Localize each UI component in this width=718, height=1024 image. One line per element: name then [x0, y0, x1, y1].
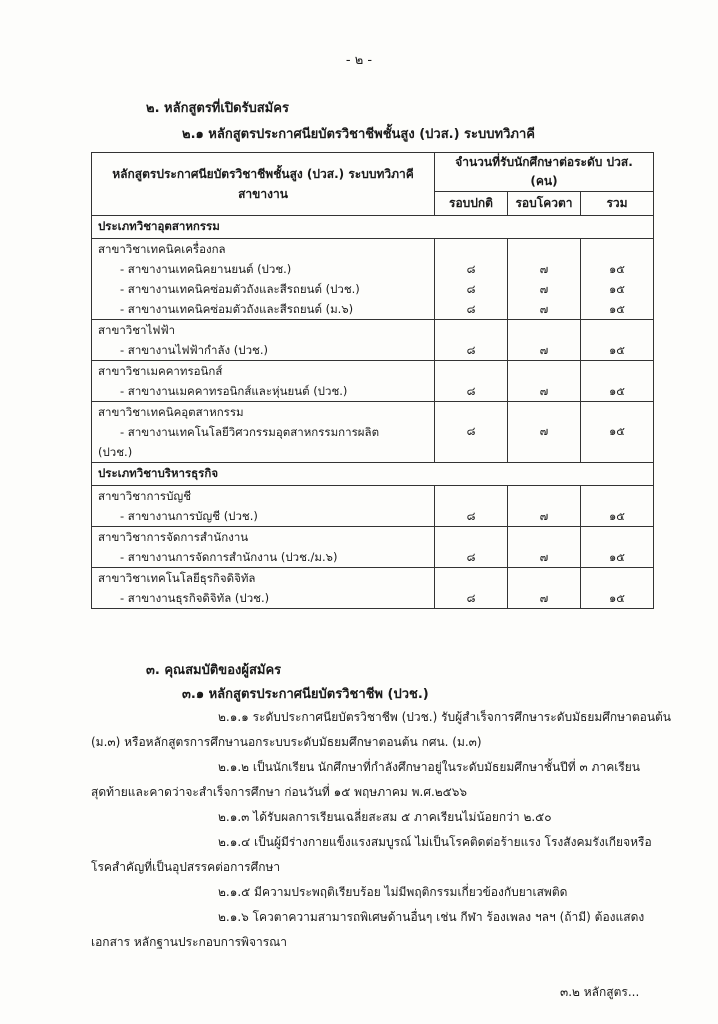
- paragraph-2-1-5: ๒.๑.๕ มีความประพฤติเรียบร้อย ไม่มีพฤติกรรมเกี่ยวข้องกับยาเสพติด: [218, 885, 568, 899]
- continuation-marker: ๓.๒ หลักสูตร...: [560, 985, 640, 999]
- paragraph-2-1-3: ๒.๑.๓ ได้รับผลการเรียนเฉลี่ยสะสม ๕ ภาคเรียนไม่น้อยกว่า ๒.๕๐: [218, 810, 552, 824]
- page-number: - ๒ -: [345, 53, 373, 68]
- table-header-program: หลักสูตรประกาศนียบัตรวิชาชีพชั้นสูง (ปวส.) ระบบทวิภาคี สาขางาน: [92, 153, 435, 216]
- paragraph-2-1-4: ๒.๑.๔ เป็นผู้มีร่างกายแข็งแรงสมบูรณ์ ไม่เป็นโรคติดต่อร้ายแรง โรงสังคมรังเกียจหรือ: [218, 835, 652, 849]
- paragraph-2-1-1-cont: (ม.๓) หรือหลักสูตรการศึกษานอกระบบระดับมัธยมศึกษาตอนต้น กศน. (ม.๓): [91, 735, 482, 749]
- admission-table: หลักสูตรประกาศนียบัตรวิชาชีพชั้นสูง (ปวส.) ระบบทวิภาคี สาขางาน จำนวนที่รับนักศึกษาต่อระดับ ปวส. (คน) รอบปกติ รอบโควตา รวม ประเภทวิชาอุตสาหกรรม สาขาวิชาเทคนิคเครื่องกล - สาขางานเทคนิคยานยนต์ (ปวช.) - สาขางานเทคนิคซ่อมตัวถังและสีรถยนต์ (ปวช.) - สาขางานเทคนิคซ่อมตัวถังและสีรถยนต์ (ม.๖) ๘ ๘ ๘ ๗ ๗ ๗ ๑๕ ๑๕ ๑๕ สาขาวิชาไฟฟ้า - สาขางานไฟฟ้ากำลัง (ปวช.) ๘ ๗ ๑๕ สาขาวิชาเมคคาทรอนิกส์ - สาขางานเมคคาทรอนิกส์และหุ่นยนต์ (ปวช.) ๘ ๗ ๑๕ สาขาวิชาเทคนิคอุตสาหกรรม - สาขางานเทคโนโลยีวิศวกรรมอุตสาหกรรมการผลิต (ปวช.) ๘ ๗ ๑๕ ประเภทวิชาบริหารธุรกิจ สาขาวิชาการบัญชี - สาขางานการบัญชี (ปวช.) ๘ ๗ ๑๕ สาขาวิชาการจัดการสำนักงาน - สาขางานการจัดการสำนักงาน (ปวช./ม.๖) ๘ ๗ ๑๕ สาขาวิชาเทคโนโลยีธุรกิจดิจิทัล - สาขางานธุรกิจดิจิทัล (ปวช.) ๘ ๗ ๑๕: [91, 152, 654, 609]
- paragraph-2-1-2-cont: สุดท้ายและคาดว่าจะสำเร็จการศึกษา ก่อนวันที่ ๑๕ พฤษภาคม พ.ศ.๒๕๖๖: [91, 785, 468, 799]
- group-office-management: สาขาวิชาการจัดการสำนักงาน - สาขางานการจัดการสำนักงาน (ปวช./ม.๖): [92, 527, 435, 568]
- section-2-heading: ๒. หลักสูตรที่เปิดรับสมัคร: [146, 101, 289, 116]
- group-mechatronics: สาขาวิชาเมคคาทรอนิกส์ - สาขางานเมคคาทรอนิกส์และหุ่นยนต์ (ปวช.): [92, 361, 435, 402]
- col-total-header: รวม: [581, 192, 654, 216]
- paragraph-2-1-6-cont: เอกสาร หลักฐานประกอบการพิจารณา: [91, 935, 288, 949]
- group-electrical: สาขาวิชาไฟฟ้า - สาขางานไฟฟ้ากำลัง (ปวช.): [92, 320, 435, 361]
- table-header-quota: จำนวนที่รับนักศึกษาต่อระดับ ปวส. (คน): [435, 153, 654, 192]
- group-industrial-tech: สาขาวิชาเทคนิคอุตสาหกรรม - สาขางานเทคโนโลยีวิศวกรรมอุตสาหกรรมการผลิต (ปวช.): [92, 402, 435, 463]
- paragraph-2-1-4-cont: โรคสำคัญที่เป็นอุปสรรคต่อการศึกษา: [91, 860, 281, 874]
- paragraph-2-1-2: ๒.๑.๒ เป็นนักเรียน นักศึกษาที่กำลังศึกษาอยู่ในระดับมัธยมศึกษาชั้นปีที่ ๓ ภาคเรียน: [218, 760, 640, 774]
- paragraph-2-1-1: ๒.๑.๑ ระดับประกาศนียบัตรวิชาชีพ (ปวช.) รับผู้สำเร็จการศึกษาระดับมัธยมศึกษาตอนต้น: [218, 710, 672, 724]
- section-3-1-heading: ๓.๑ หลักสูตรประกาศนียบัตรวิชาชีพ (ปวช.): [182, 687, 429, 702]
- group-mechanical: สาขาวิชาเทคนิคเครื่องกล - สาขางานเทคนิคยานยนต์ (ปวช.) - สาขางานเทคนิคซ่อมตัวถังและสีรถยนต์ (ปวช.) - สาขางานเทคนิคซ่อมตัวถังและสีรถยนต์ (ม.๖): [92, 239, 435, 320]
- paragraph-2-1-6: ๒.๑.๖ โควตาความสามารถพิเศษด้านอื่นๆ เช่น กีฬา ร้องเพลง ฯลฯ (ถ้ามี) ต้องแสดง: [218, 910, 645, 924]
- section-3-heading: ๓. คุณสมบัติของผู้สมัคร: [146, 663, 282, 678]
- group-digital-business: สาขาวิชาเทคโนโลยีธุรกิจดิจิทัล - สาขางานธุรกิจดิจิทัล (ปวช.): [92, 568, 435, 609]
- section-2-1-heading: ๒.๑ หลักสูตรประกาศนียบัตรวิชาชีพชั้นสูง (ปวส.) ระบบทวิภาคี: [182, 127, 535, 142]
- col-quota-header: รอบโควตา: [508, 192, 581, 216]
- category-industry: ประเภทวิชาอุตสาหกรรม: [92, 216, 654, 239]
- group-accounting: สาขาวิชาการบัญชี - สาขางานการบัญชี (ปวช.): [92, 486, 435, 527]
- category-business: ประเภทวิชาบริหารธุรกิจ: [92, 463, 654, 486]
- col-normal-header: รอบปกติ: [435, 192, 508, 216]
